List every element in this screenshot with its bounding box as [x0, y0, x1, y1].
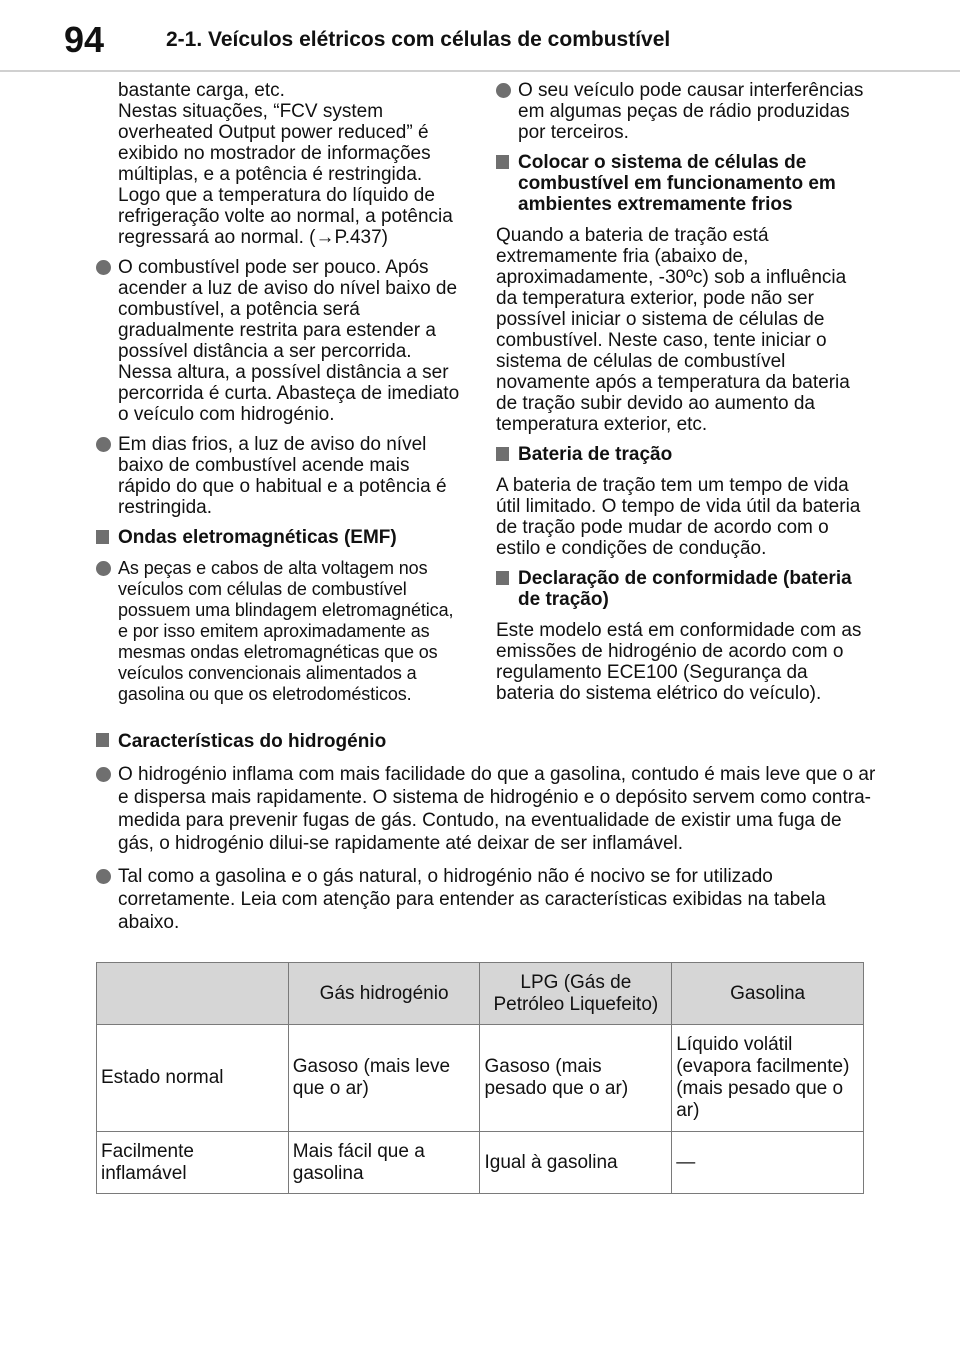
table-cell: Líquido volátil (evapora facilmente) (mais pesado que o ar) — [672, 1025, 864, 1132]
section-heading — [496, 444, 864, 465]
section-heading — [96, 527, 464, 548]
heading-text: Características do hidrogénio — [118, 731, 387, 752]
square-bullet-icon — [496, 447, 509, 461]
square-bullet-icon — [496, 155, 509, 169]
list-item — [496, 80, 864, 143]
table-cell: — — [672, 1132, 864, 1194]
heading-text: Colocar o sistema de células de combustível em funcionamento em ambientes extremamente frios — [518, 152, 836, 215]
list-item — [96, 763, 876, 855]
page-number: 94 — [64, 19, 105, 60]
bullet-icon — [96, 260, 111, 275]
page-header — [0, 0, 960, 70]
table-row — [97, 1132, 864, 1194]
table-header-cell: Gás hidrogénio — [288, 963, 480, 1025]
square-bullet-icon — [96, 733, 109, 747]
list-item — [96, 257, 464, 425]
bullet-icon — [96, 869, 111, 884]
section-heading — [496, 568, 864, 610]
square-bullet-icon — [96, 530, 109, 544]
section-heading — [496, 152, 864, 215]
bullet-icon — [496, 83, 511, 98]
bullet-icon — [96, 767, 111, 782]
full-width-section — [96, 728, 876, 944]
left-column — [96, 80, 464, 714]
table-header-cell: Gasolina — [672, 963, 864, 1025]
table-header-row — [97, 963, 864, 1025]
comparison-table — [96, 962, 864, 1194]
continued-paragraph: bastante carga, etc. Nestas situações, “FCV system overheated Output power reduced” é exibido no mostrador de informações múltiplas, e a potência é restringida. Logo que a temperatura do líquido de refrigeração volte ao normal, a potência regressará ao normal. (→P.437) — [118, 80, 453, 248]
heading-text: Ondas eletromagnéticas (EMF) — [118, 527, 397, 548]
bullet-text: Em dias frios, a luz de aviso do nível baixo de combustível acende mais rápido do que o habitual e a potência é restringida. — [118, 434, 447, 518]
bullet-text: O combustível pode ser pouco. Após acender a luz de aviso do nível baixo de combustível, a potência será gradualmente restrita para estender a possível distância a ser percorrida. Nessa altura, a possível distância a ser percorrida é curta. Abasteça de imediato o veículo com hidrogénio. — [118, 257, 460, 425]
table-cell: Igual à gasolina — [480, 1132, 672, 1194]
paragraph: Este modelo está em conformidade com as emissões de hidrogénio de acordo com o regulamento ECE100 (Segurança da bateria do sistema elétrico do veículo). — [496, 620, 862, 704]
bullet-text: O seu veículo pode causar interferências em algumas peças de rádio produzidas por terceiros. — [518, 80, 864, 143]
bullet-text: As peças e cabos de alta voltagem nos veículos com células de combustível possuem uma blindagem eletromagnética, e por isso emitem aproximadamente as mesmas ondas eletromagnéticas que os veículos convencionais alimentados a gasolina ou que os eletrodomésticos. — [118, 558, 454, 704]
header-divider — [0, 70, 960, 72]
list-item — [96, 865, 876, 934]
section-heading — [96, 730, 876, 753]
table-cell: Estado normal — [97, 1025, 289, 1132]
list-item — [96, 558, 464, 705]
chapter-title: 2-1. Veículos elétricos com células de combustível — [166, 28, 671, 51]
table-cell: Gasoso (mais pesado que o ar) — [480, 1025, 672, 1132]
list-item — [96, 434, 464, 518]
paragraph: A bateria de tração tem um tempo de vida útil limitado. O tempo de vida útil da bateria de tração pode mudar de acordo com o estilo e condições de condução. — [496, 475, 861, 559]
bullet-icon — [96, 561, 111, 576]
heading-text: Bateria de tração — [518, 444, 673, 465]
square-bullet-icon — [496, 571, 509, 585]
table-header-cell — [97, 963, 289, 1025]
bullet-icon — [96, 437, 111, 452]
bullet-text: O hidrogénio inflama com mais facilidade do que a gasolina, contudo é mais leve que o ar e dispersa mais rapidamente. O sistema de hidrogénio e o depósito servem como contra-medida para prevenir fugas de gás. Contudo, na eventualidade de existir uma fuga de gás, o hidrogénio dilui-se rapidamente até deixar de ser inflamável. — [118, 764, 876, 854]
paragraph: Quando a bateria de tração está extremamente fria (abaixo de, aproximadamente, -30ºc) sob a influência da temperatura exterior, pode não ser possível iniciar o sistema de células de combustível. Neste caso, tente iniciar o sistema de células de combustível novamente após a temperatura da bateria de tração subir devido ao aumento da temperatura exterior, etc. — [496, 225, 850, 435]
table-row — [97, 1025, 864, 1132]
table-header-cell: LPG (Gás de Petróleo Liquefeito) — [480, 963, 672, 1025]
bullet-text: Tal como a gasolina e o gás natural, o hidrogénio não é nocivo se for utilizado corretamente. Leia com atenção para entender as características exibidas na tabela abaixo. — [118, 866, 826, 933]
right-column — [496, 80, 864, 713]
heading-text: Declaração de conformidade (bateria de tração) — [518, 568, 852, 610]
table-cell: Facilmente inflamável — [97, 1132, 289, 1194]
table-cell: Gasoso (mais leve que o ar) — [288, 1025, 480, 1132]
table-cell: Mais fácil que a gasolina — [288, 1132, 480, 1194]
